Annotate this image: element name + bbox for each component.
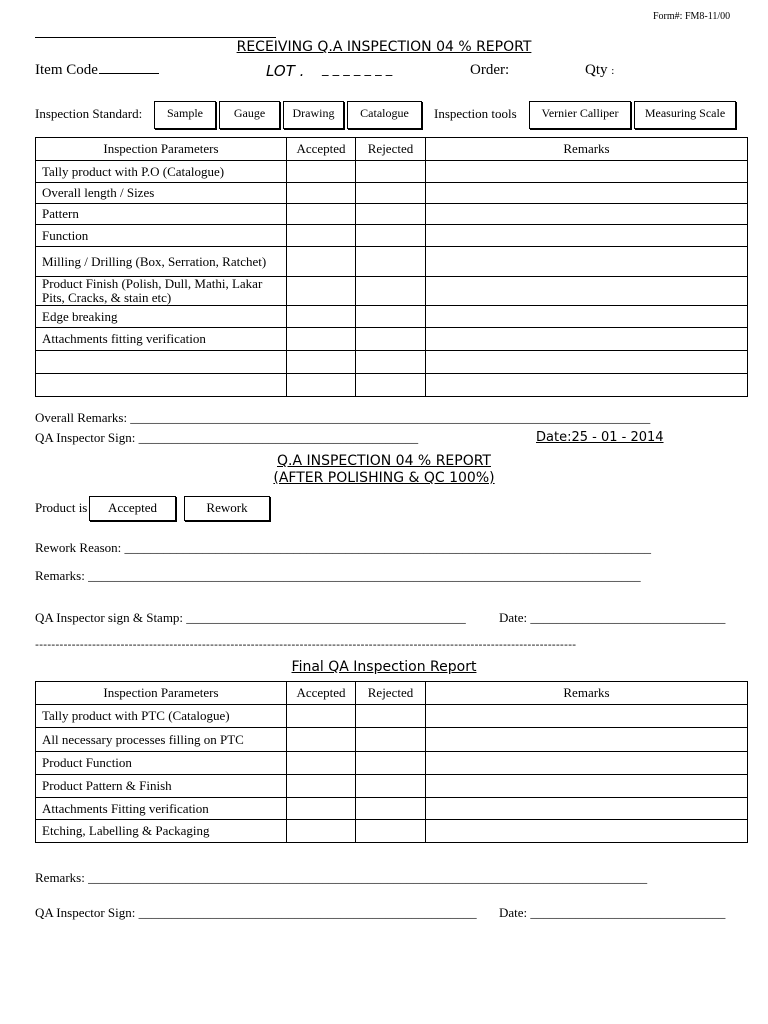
rework-option-box[interactable]: Rework — [184, 496, 270, 521]
rejected-cell[interactable] — [356, 204, 426, 225]
top-rule — [35, 37, 276, 38]
table-header-row — [36, 138, 748, 161]
lot-label: LOT . — [266, 62, 305, 80]
item-code-field[interactable] — [99, 73, 159, 74]
receiving-date: Date:25 - 01 - 2014 — [536, 430, 664, 445]
header-remarks: Remarks — [426, 682, 748, 705]
table-row — [36, 247, 748, 277]
rejected-cell[interactable] — [356, 351, 426, 374]
rejected-cell[interactable] — [356, 306, 426, 328]
inspection-standard-label: Inspection Standard: — [35, 106, 143, 121]
header-accepted: Accepted — [287, 138, 356, 161]
accepted-option-box[interactable]: Accepted — [89, 496, 176, 521]
table-row — [36, 277, 748, 306]
header-accepted: Accepted — [287, 682, 356, 705]
accepted-cell[interactable] — [287, 820, 356, 843]
accepted-cell[interactable] — [287, 247, 356, 277]
remarks-cell[interactable] — [426, 277, 748, 306]
final-remarks-field[interactable]: Remarks: ______________________________________________________________________________________ — [35, 870, 648, 885]
parameter-cell: Tally product with P.O (Catalogue) — [36, 161, 287, 183]
table-row — [36, 183, 748, 204]
parameter-cell: Etching, Labelling & Packaging — [36, 820, 287, 843]
remarks-cell[interactable] — [426, 705, 748, 728]
accepted-cell[interactable] — [287, 775, 356, 798]
rejected-cell[interactable] — [356, 225, 426, 247]
polishing-date-field[interactable]: Date: ______________________________ — [499, 610, 726, 625]
parameter-cell: Milling / Drilling (Box, Serration, Ratchet) — [36, 247, 287, 277]
accepted-cell[interactable] — [287, 374, 356, 397]
product-is-label: Product is — [35, 500, 88, 515]
rejected-cell[interactable] — [356, 277, 426, 306]
remarks-cell[interactable] — [426, 225, 748, 247]
accepted-cell[interactable] — [287, 328, 356, 351]
remarks-cell[interactable] — [426, 775, 748, 798]
lot-field[interactable]: _ _ _ _ _ _ _ — [322, 62, 393, 77]
parameter-cell[interactable] — [36, 374, 287, 397]
parameter-cell: Function — [36, 225, 287, 247]
table-header-row — [36, 682, 748, 705]
rejected-cell[interactable] — [356, 728, 426, 752]
receiving-title: RECEIVING Q.A INSPECTION 04 % REPORT — [236, 39, 532, 55]
remarks-cell[interactable] — [426, 306, 748, 328]
table-row — [36, 728, 748, 752]
header-parameters: Inspection Parameters — [36, 682, 287, 705]
final-title: Final QA Inspection Report — [291, 659, 477, 675]
rejected-cell[interactable] — [356, 161, 426, 183]
table-row — [36, 752, 748, 775]
rejected-cell[interactable] — [356, 820, 426, 843]
table-row — [36, 798, 748, 820]
parameter-cell: Edge breaking — [36, 306, 287, 328]
polishing-title-line1: Q.A INSPECTION 04 % REPORT — [277, 453, 491, 469]
parameter-cell: Pattern — [36, 204, 287, 225]
polishing-remarks-field[interactable]: Remarks: _____________________________________________________________________________________ — [35, 568, 641, 583]
accepted-cell[interactable] — [287, 183, 356, 204]
remarks-cell[interactable] — [426, 752, 748, 775]
table-row — [36, 705, 748, 728]
table-row — [36, 820, 748, 843]
standard-catalogue-box[interactable]: Catalogue — [347, 101, 422, 129]
parameter-cell: Product Pattern & Finish — [36, 775, 287, 798]
standard-sample-box[interactable]: Sample — [154, 101, 216, 129]
tool-measuring-scale-box[interactable]: Measuring Scale — [634, 101, 736, 129]
parameter-cell: All necessary processes filling on PTC — [36, 728, 287, 752]
accepted-cell[interactable] — [287, 705, 356, 728]
section-separator: ------------------------------------------------------------------------------------------------------------------------------------- — [35, 638, 577, 651]
overall-remarks-field[interactable]: Overall Remarks: ________________________________________________________________________________ — [35, 410, 651, 425]
remarks-cell[interactable] — [426, 351, 748, 374]
final-qa-inspector-sign-field[interactable]: QA Inspector Sign: ____________________________________________________ — [35, 905, 477, 920]
remarks-cell[interactable] — [426, 374, 748, 397]
accepted-cell[interactable] — [287, 798, 356, 820]
rejected-cell[interactable] — [356, 183, 426, 204]
parameter-cell: Attachments Fitting verification — [36, 798, 287, 820]
qty-label: Qty : — [585, 62, 615, 78]
accepted-cell[interactable] — [287, 277, 356, 306]
header-rejected: Rejected — [356, 138, 426, 161]
receiving-inspection-table — [35, 137, 748, 397]
parameter-cell: Product Finish (Polish, Dull, Mathi, Lakar Pits, Cracks, & stain etc) — [36, 277, 287, 306]
parameter-cell: Product Function — [36, 752, 287, 775]
rejected-cell[interactable] — [356, 775, 426, 798]
qa-inspector-sign-field[interactable]: QA Inspector Sign: ___________________________________________ — [35, 430, 419, 445]
rework-reason-field[interactable]: Rework Reason: _________________________________________________________________________________ — [35, 540, 652, 555]
parameter-cell[interactable] — [36, 351, 287, 374]
header-rejected: Rejected — [356, 682, 426, 705]
table-row — [36, 775, 748, 798]
table-row — [36, 225, 748, 247]
accepted-cell[interactable] — [287, 752, 356, 775]
table-row — [36, 374, 748, 397]
form-number: Form#: FM8-11/00 — [653, 11, 731, 22]
accepted-cell[interactable] — [287, 204, 356, 225]
accepted-cell[interactable] — [287, 351, 356, 374]
remarks-cell[interactable] — [426, 183, 748, 204]
remarks-cell[interactable] — [426, 820, 748, 843]
table-row — [36, 306, 748, 328]
inspection-tools-label: Inspection tools — [434, 106, 517, 121]
final-inspection-table — [35, 681, 748, 843]
accepted-cell[interactable] — [287, 225, 356, 247]
parameter-cell: Attachments fitting verification — [36, 328, 287, 351]
remarks-cell[interactable] — [426, 798, 748, 820]
table-row — [36, 351, 748, 374]
tool-vernier-box[interactable]: Vernier Calliper — [529, 101, 631, 129]
header-remarks: Remarks — [426, 138, 748, 161]
item-code-label: Item Code — [35, 62, 159, 79]
rejected-cell[interactable] — [356, 374, 426, 397]
order-label: Order: — [470, 62, 510, 78]
header-parameters: Inspection Parameters — [36, 138, 287, 161]
standard-gauge-box[interactable]: Gauge — [219, 101, 280, 129]
table-row — [36, 161, 748, 183]
accepted-cell[interactable] — [287, 306, 356, 328]
rejected-cell[interactable] — [356, 247, 426, 277]
rejected-cell[interactable] — [356, 328, 426, 351]
accepted-cell[interactable] — [287, 728, 356, 752]
accepted-cell[interactable] — [287, 161, 356, 183]
standard-drawing-box[interactable]: Drawing — [283, 101, 344, 129]
rejected-cell[interactable] — [356, 798, 426, 820]
remarks-cell[interactable] — [426, 328, 748, 351]
remarks-cell[interactable] — [426, 728, 748, 752]
rejected-cell[interactable] — [356, 752, 426, 775]
rejected-cell[interactable] — [356, 705, 426, 728]
table-row — [36, 204, 748, 225]
parameter-cell: Tally product with PTC (Catalogue) — [36, 705, 287, 728]
parameter-cell: Overall length / Sizes — [36, 183, 287, 204]
final-date-field[interactable]: Date: ______________________________ — [499, 905, 726, 920]
remarks-cell[interactable] — [426, 204, 748, 225]
remarks-cell[interactable] — [426, 247, 748, 277]
remarks-cell[interactable] — [426, 161, 748, 183]
polishing-title-line2: (AFTER POLISHING & QC 100%) — [273, 470, 495, 486]
table-row — [36, 328, 748, 351]
inspector-sign-stamp-field[interactable]: QA Inspector sign & Stamp: ___________________________________________ — [35, 610, 466, 625]
